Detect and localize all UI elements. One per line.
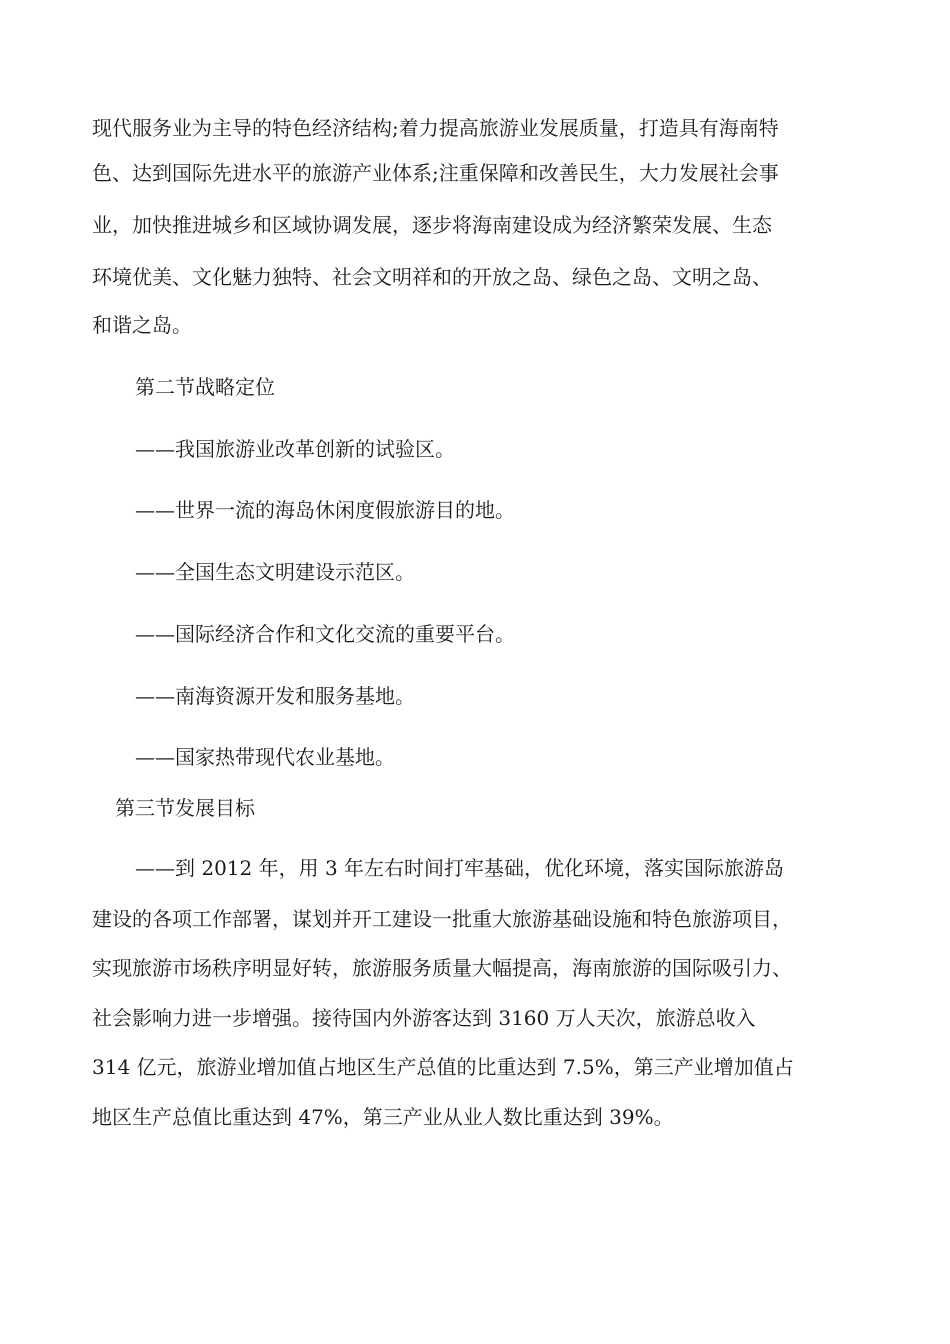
positioning-item: ——国际经济合作和文化交流的重要平台。 bbox=[135, 622, 515, 646]
goal-line: 建设的各项工作部署，谋划并开工建设一批重大旅游基础设施和特色旅游项目， bbox=[92, 907, 792, 931]
goal-line: 314 亿元，旅游业增加值占地区生产总值的比重达到 7.5%，第三产业增加值占 bbox=[92, 1055, 794, 1079]
goal-line: ——到 2012 年，用 3 年左右时间打牢基础，优化环境，落实国际旅游岛 bbox=[135, 856, 785, 880]
positioning-item: ——国家热带现代农业基地。 bbox=[135, 745, 395, 769]
intro-line: 业，加快推进城乡和区域协调发展，逐步将海南建设成为经济繁荣发展、生态 bbox=[92, 213, 772, 237]
goal-line: 社会影响力进一步增强。接待国内外游客达到 3160 万人天次，旅游总收入 bbox=[92, 1006, 756, 1030]
intro-line: 环境优美、文化魅力独特、社会文明祥和的开放之岛、绿色之岛、文明之岛、 bbox=[92, 265, 772, 289]
positioning-item: ——南海资源开发和服务基地。 bbox=[135, 684, 415, 708]
positioning-item: ——我国旅游业改革创新的试验区。 bbox=[135, 437, 455, 461]
section-3-heading: 第三节发展目标 bbox=[115, 796, 255, 820]
intro-line: 色、达到国际先进水平的旅游产业体系;注重保障和改善民生，大力发展社会事 bbox=[92, 161, 779, 185]
intro-line: 现代服务业为主导的特色经济结构;着力提高旅游业发展质量，打造具有海南特 bbox=[92, 116, 779, 140]
section-2-heading: 第二节战略定位 bbox=[135, 375, 275, 399]
positioning-item: ——世界一流的海岛休闲度假旅游目的地。 bbox=[135, 498, 515, 522]
goal-line: 实现旅游市场秩序明显好转，旅游服务质量大幅提高，海南旅游的国际吸引力、 bbox=[92, 956, 792, 980]
goal-line: 地区生产总值比重达到 47%，第三产业从业人数比重达到 39%。 bbox=[92, 1105, 674, 1129]
intro-line: 和谐之岛。 bbox=[92, 313, 192, 337]
positioning-item: ——全国生态文明建设示范区。 bbox=[135, 560, 415, 584]
